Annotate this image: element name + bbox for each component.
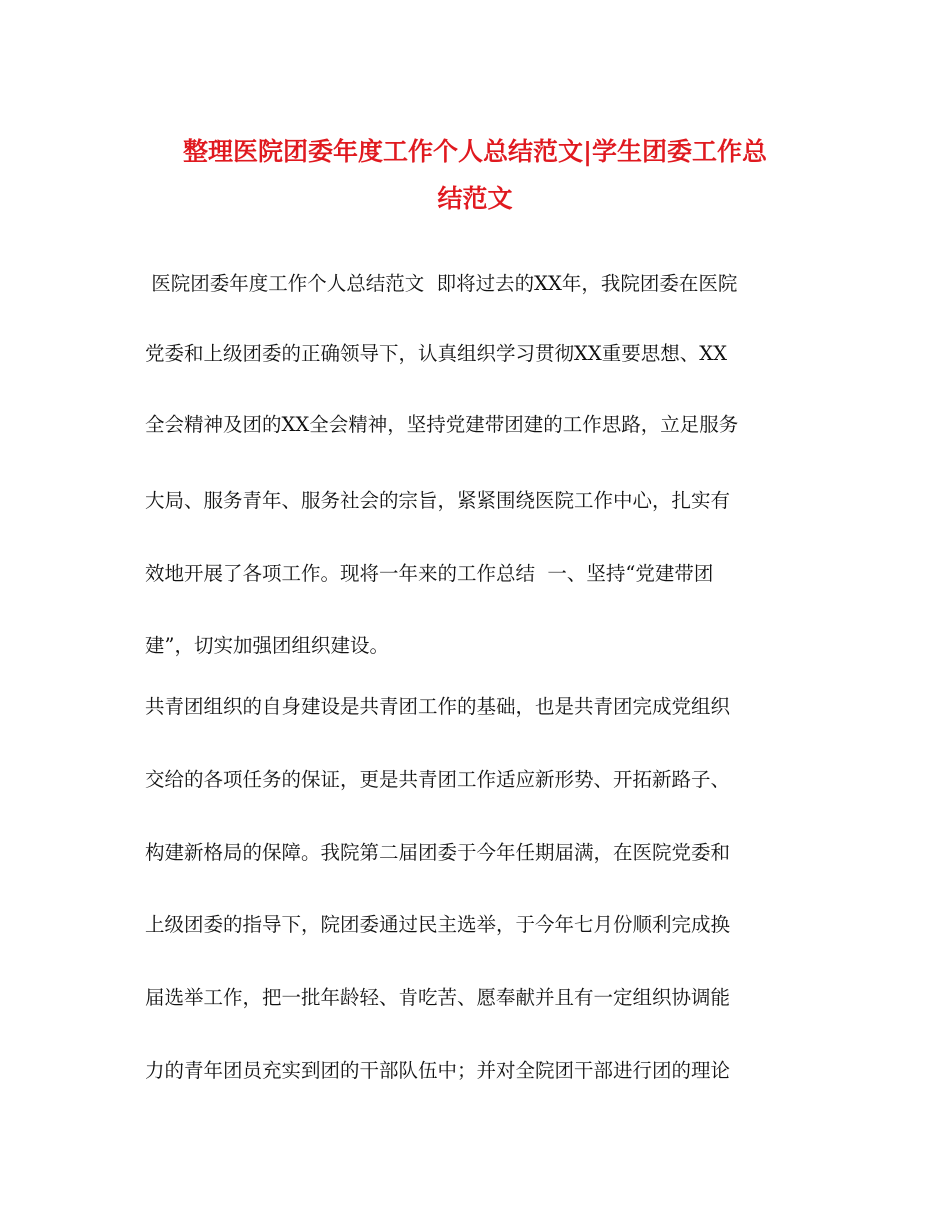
body-line-7: 共青团组织的自身建设是共青团工作的基础，也是共青团完成党组织: [145, 695, 731, 718]
document-title-line-1: 整理医院团委年度工作个人总结范文|学生团委工作总: [182, 137, 768, 166]
body-line-9: 构建新格局的保障。我院第二届团委于今年任期届满，在医院党委和: [145, 841, 731, 864]
body-line-5: 效地开展了各项工作。现将一年来的工作总结 一、坚持“党建带团: [145, 562, 714, 585]
body-line-3: 全会精神及团的XX全会精神，坚持党建带团建的工作思路，立足服务: [145, 413, 739, 436]
body-line-1: 医院团委年度工作个人总结范文 即将过去的XX年，我院团委在医院: [145, 272, 738, 295]
body-line-8: 交给的各项任务的保证，更是共青团工作适应新形势、开拓新路子、: [145, 768, 731, 791]
body-line-6: 建”，切实加强团组织建设。: [145, 634, 389, 657]
body-line-10: 上级团委的指导下，院团委通过民主选举，于今年七月份顺利完成换: [145, 913, 731, 936]
body-line-4: 大局、服务青年、服务社会的宗旨，紧紧围绕医院工作中心，扎实有: [145, 489, 731, 512]
body-line-11: 届选举工作，把一批年龄轻、肯吃苦、愿奉献并且有一定组织协调能: [145, 986, 731, 1009]
body-line-12: 力的青年团员充实到团的干部队伍中；并对全院团干部进行团的理论: [145, 1059, 731, 1082]
document-title-line-2: 结范文: [437, 184, 513, 213]
body-line-2: 党委和上级团委的正确领导下，认真组织学习贯彻XX重要思想、XX: [145, 342, 728, 365]
